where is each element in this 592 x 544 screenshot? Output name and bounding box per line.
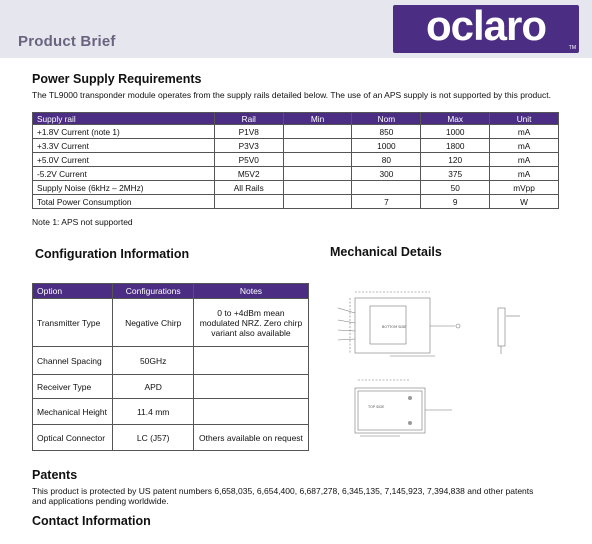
table-cell: 11.4 mm (113, 399, 193, 425)
table-cell: Receiver Type (33, 375, 113, 399)
bottom-side-label: BOTTOM SIDE (382, 325, 407, 329)
table-row (33, 347, 309, 375)
table-row (33, 167, 559, 181)
table-cell (214, 195, 283, 209)
table-cell: All Rails (214, 181, 283, 195)
table-cell: 50GHz (113, 347, 193, 375)
mechanical-heading: Mechanical Details (330, 245, 442, 259)
table-cell (283, 125, 352, 139)
table-cell: 120 (421, 153, 490, 167)
power-intro: The TL9000 transponder module operates from the supply rails detailed below. The use of an APS supply is not supported by this product. (32, 90, 551, 100)
table-cell (193, 375, 308, 399)
table-cell: mA (490, 153, 559, 167)
config-col-header: Notes (193, 284, 308, 299)
power-col-header: Max (421, 113, 490, 125)
table-cell: Optical Connector (33, 425, 113, 451)
leader-line (338, 339, 355, 340)
table-cell (283, 181, 352, 195)
top-side-label: TOP SIDE (368, 405, 385, 409)
table-row (33, 195, 559, 209)
table-cell (283, 195, 352, 209)
connector-mark (456, 324, 460, 328)
table-cell: mA (490, 139, 559, 153)
table-row (33, 139, 559, 153)
leader-line (338, 320, 355, 323)
table-row (33, 425, 309, 451)
module-side-outline (498, 308, 505, 346)
table-cell: 0 to +4dBm mean modulated NRZ. Zero chirp variant also available (193, 299, 308, 347)
table-cell: mA (490, 125, 559, 139)
table-cell: 80 (352, 153, 421, 167)
power-note: Note 1: APS not supported (32, 217, 133, 227)
table-row (33, 181, 559, 195)
table-cell: 1000 (421, 125, 490, 139)
table-cell: Negative Chirp (113, 299, 193, 347)
config-col-header: Option (33, 284, 113, 299)
table-cell: 1800 (421, 139, 490, 153)
mount-hole (408, 421, 412, 425)
contact-heading: Contact Information (32, 514, 151, 528)
product-brief-label: Product Brief (18, 33, 116, 50)
config-table-header-row (33, 284, 309, 299)
table-cell: +3.3V Current (33, 139, 215, 153)
table-cell: 375 (421, 167, 490, 181)
table-cell: 850 (352, 125, 421, 139)
power-col-header: Unit (490, 113, 559, 125)
table-cell: 9 (421, 195, 490, 209)
power-col-header: Min (283, 113, 352, 125)
table-cell: 1000 (352, 139, 421, 153)
logo-trademark: TM (568, 45, 576, 51)
table-row (33, 399, 309, 425)
table-cell: mVpp (490, 181, 559, 195)
leader-line (338, 330, 355, 331)
config-table (32, 283, 309, 451)
power-col-header: Supply rail (33, 113, 215, 125)
table-cell: Supply Noise (6kHz – 2MHz) (33, 181, 215, 195)
table-row (33, 375, 309, 399)
config-heading: Configuration Information (35, 247, 190, 261)
patents-heading: Patents (32, 468, 78, 482)
power-col-header: Nom (352, 113, 421, 125)
table-cell: P5V0 (214, 153, 283, 167)
leader-line (338, 308, 355, 313)
top-inner-outline (358, 391, 422, 430)
table-cell: M5V2 (214, 167, 283, 181)
table-cell: +5.0V Current (33, 153, 215, 167)
table-cell: mA (490, 167, 559, 181)
power-heading: Power Supply Requirements (32, 72, 202, 86)
table-cell: Others available on request (193, 425, 308, 451)
table-cell: P3V3 (214, 139, 283, 153)
table-cell: Transmitter Type (33, 299, 113, 347)
table-cell: 300 (352, 167, 421, 181)
table-cell (193, 347, 308, 375)
oclaro-logo (393, 2, 579, 53)
table-cell: P1V8 (214, 125, 283, 139)
power-table (32, 112, 559, 209)
table-cell (352, 181, 421, 195)
table-cell: +1.8V Current (note 1) (33, 125, 215, 139)
config-col-header: Configurations (113, 284, 193, 299)
table-cell: Mechanical Height (33, 399, 113, 425)
table-cell: Channel Spacing (33, 347, 113, 375)
table-cell (193, 399, 308, 425)
table-cell: 7 (352, 195, 421, 209)
patents-text: This product is protected by US patent numbers 6,658,035, 6,654,400, 6,687,278, 6,345,135, 7,145,923, 7,394,838 and other patents and applications pending worldwide. (32, 486, 534, 506)
table-cell (283, 153, 352, 167)
table-cell: Total Power Consumption (33, 195, 215, 209)
logo-wordmark: oclaro (425, 2, 547, 49)
table-cell (283, 167, 352, 181)
mechanical-drawing (330, 268, 560, 448)
table-row (33, 153, 559, 167)
module-top-outline (355, 388, 425, 433)
table-cell: -5.2V Current (33, 167, 215, 181)
power-table-header-row (33, 113, 559, 125)
power-col-header: Rail (214, 113, 283, 125)
table-cell: APD (113, 375, 193, 399)
table-cell: LC (J57) (113, 425, 193, 451)
table-cell: 50 (421, 181, 490, 195)
table-row (33, 299, 309, 347)
mount-hole (408, 396, 412, 400)
table-cell: W (490, 195, 559, 209)
table-cell (283, 139, 352, 153)
table-row (33, 125, 559, 139)
